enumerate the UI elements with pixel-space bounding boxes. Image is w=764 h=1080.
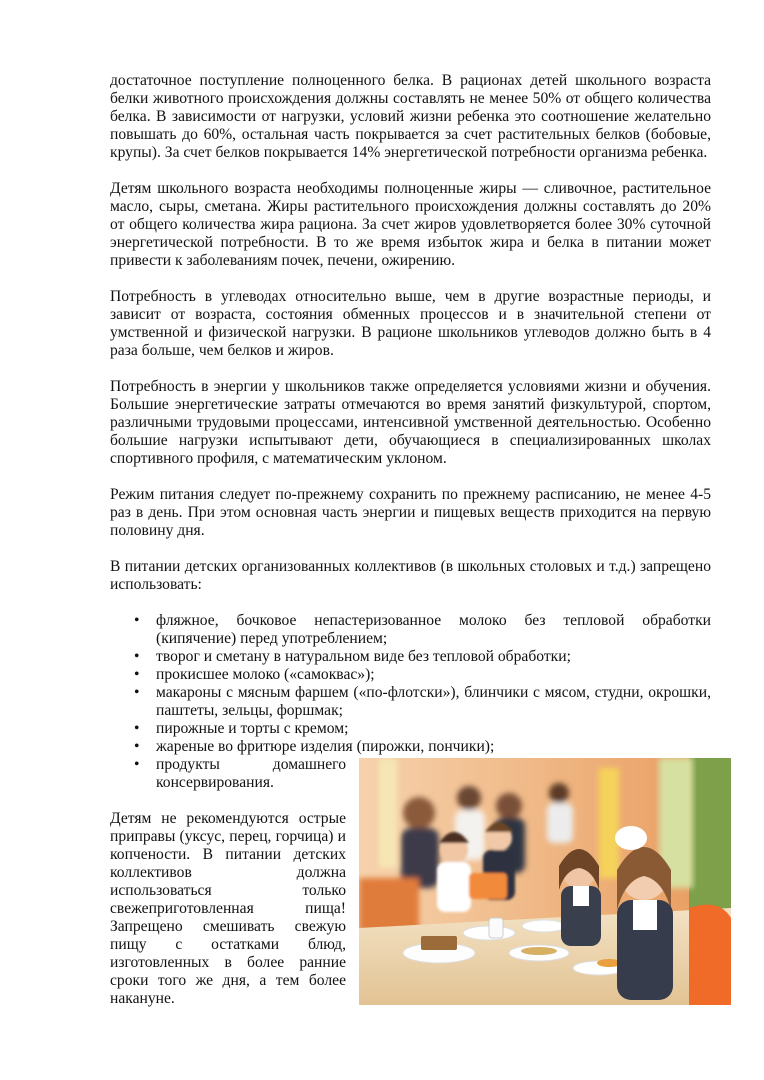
list-item: • творог и сметану в натуральном виде без тепловой обработки;: [156, 648, 711, 666]
paragraph-energy: Потребность в энергии у школьников также определяется условиями жизни и обучения. Большие энергетические затраты отмечаются во время занятий физкультурой, спортом, различными трудовыми процессами, интенсивной умственной деятельностью. Особенно большие нагрузки испытывают дети, обучающиеся в специализированных школах спортивного профиля, с математическим уклоном.: [110, 378, 711, 467]
list-item: • пирожные и торты с кремом;: [156, 720, 711, 738]
paragraph-fats: Детям школьного возраста необходимы полноценные жиры — сливочное, растительное масло, сыры, сметана. Жиры растительного происхождения должны составлять до 20% от общего количества жира рациона. За счет жиров удовлетворяется более 30% суточной энергетической потребности. В то же время избыток жира и белка в питании может привести к заболеваниям почек, печени, ожирению.: [110, 180, 711, 269]
paragraph-meal-regime: Режим питания следует по-прежнему сохранить по прежнему расписанию, не менее 4-5 раз в день. При этом основная часть энергии и пищевых веществ приходится на первую половину дня.: [110, 486, 711, 539]
list-item: • жареные во фритюре изделия (пирожки, пончики);: [156, 738, 711, 756]
list-item: • фляжное, бочковое непастеризованное молоко без тепловой обработки (кипячение) перед употреблением;: [156, 612, 711, 648]
paragraph-prohibited-intro: В питании детских организованных коллективов (в школьных столовых и т.д.) запрещено использовать:: [110, 558, 711, 593]
school-canteen-children-photo: [359, 758, 731, 1005]
prohibited-list: [110, 612, 711, 756]
photo-illustration: [359, 758, 731, 1005]
paragraph-recommendations: Детям не рекомендуются острые приправы (уксус, перец, горчица) и копчености. В питании детских коллективов должна использоваться только свежеприготовленная пища! Запрещено смешивать свежую пищу с остатками блюд, изготовленных в более ранние сроки того же дня, а тем более накануне.: [110, 810, 346, 1007]
paragraph-carbohydrates: Потребность в углеводах относительно выше, чем в другие возрастные периоды, и зависит от возраста, состояния обменных процессов и в значительной степени от умственной и физической нагрузки. В рационе школьников углеводов должно быть в 4 раза больше, чем белков и жиров.: [110, 288, 711, 359]
list-item: • макароны с мясным фаршем («по-флотски»), блинчики с мясом, студни, окрошки, паштеты, зельцы, форшмак;: [156, 684, 711, 720]
paragraph-protein: достаточное поступление полноценного белка. В рационах детей школьного возраста белки животного происхождения должны составлять не менее 50% от общего количества белка. В зависимости от нагрузки, условий жизни ребенка это соотношение желательно повышать до 60%, остальная часть покрывается за счет растительных белков (бобовые, крупы). За счет белков покрывается 14% энергетической потребности организма ребенка.: [110, 72, 711, 161]
list-item-last: • продукты домашнего консервирования.: [110, 756, 346, 792]
list-item: • прокисшее молоко («самоквас»);: [156, 666, 711, 684]
